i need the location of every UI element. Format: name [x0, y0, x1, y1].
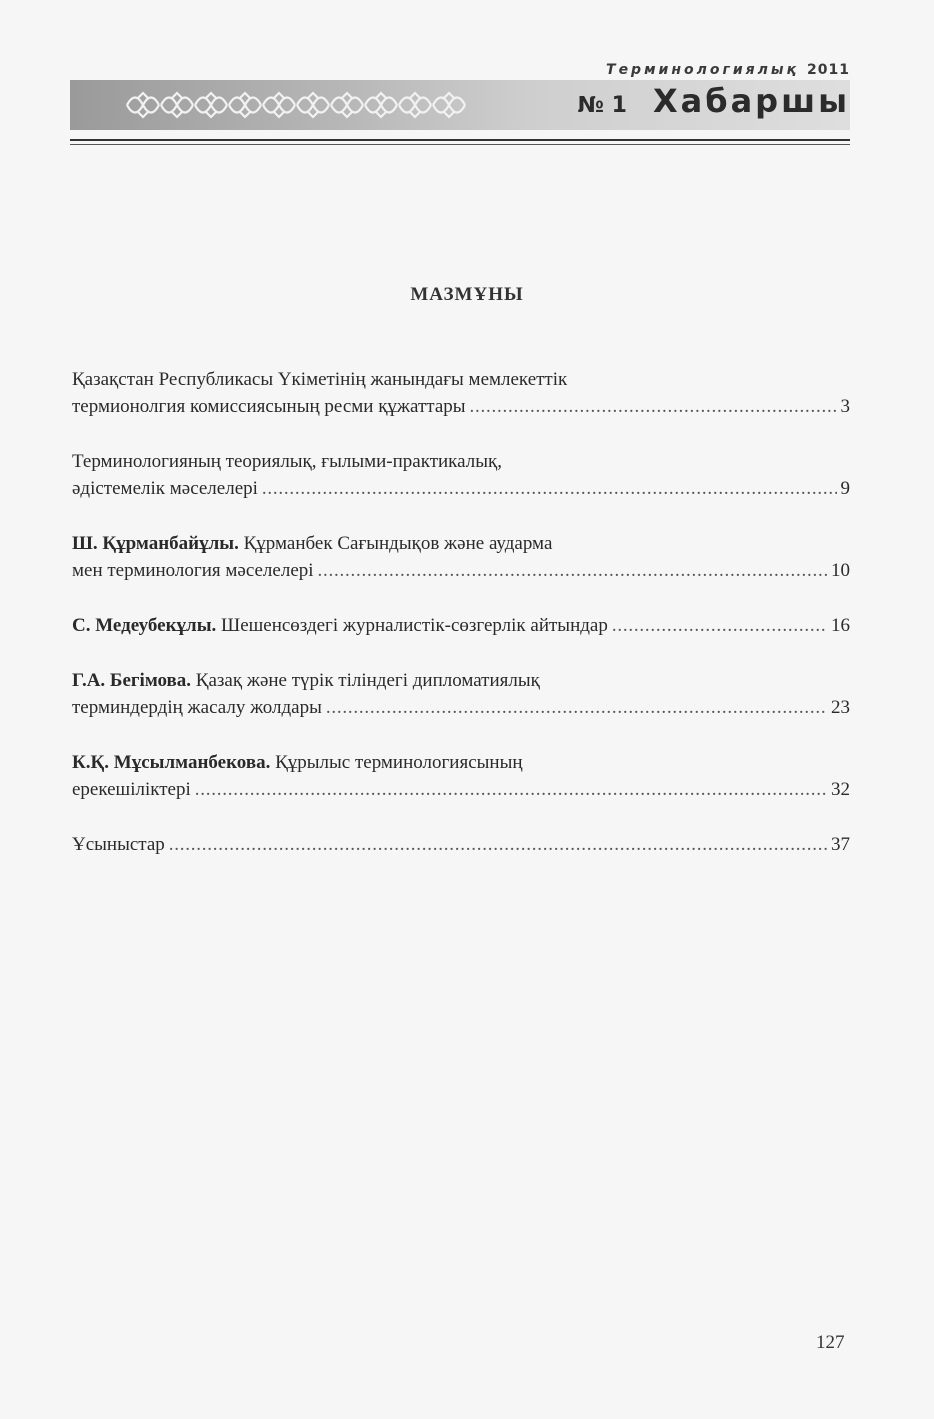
- toc-entry: [72, 448, 850, 502]
- toc-line: Құрылыс терминологиясының: [275, 752, 523, 773]
- ornament-motif: [365, 93, 397, 117]
- dot-leader: [169, 831, 827, 858]
- toc-entry: [72, 612, 850, 639]
- contents-heading: МАЗМҰНЫ: [410, 284, 524, 305]
- toc-entry: [72, 530, 850, 584]
- dot-leader: [318, 557, 827, 584]
- journal-title: Хабаршы: [652, 82, 850, 120]
- ornament-motif: [161, 93, 193, 117]
- dot-leader: [612, 612, 827, 639]
- ornament-motif: [127, 93, 159, 117]
- toc-author: С. Медеубекұлы.: [72, 615, 217, 636]
- issue-number: № 1: [577, 93, 627, 118]
- toc-page: 16: [831, 615, 850, 636]
- toc-entry: [72, 667, 850, 721]
- dot-leader: [326, 694, 827, 721]
- header-rule-thin: [70, 144, 850, 145]
- page-number: 127: [816, 1332, 845, 1353]
- ornament-motif: [195, 93, 227, 117]
- toc-page: 9: [840, 478, 850, 499]
- dot-leader: [195, 776, 827, 803]
- toc-author: Ш. Құрманбайұлы.: [72, 533, 239, 554]
- toc-page: 3: [840, 396, 850, 417]
- toc-line: Қазақ және түрік тіліндегі дипломатиялық: [195, 670, 540, 691]
- toc-line: ерекешіліктері: [72, 779, 191, 800]
- toc-line: Қазақстан Республикасы Үкіметінің жанындағы мемлекеттік: [72, 369, 568, 390]
- issue-title: [578, 82, 850, 120]
- header-rule: [70, 139, 850, 141]
- toc-page: 37: [831, 834, 850, 855]
- toc-line: мен терминология мәселелері: [72, 560, 314, 581]
- toc-line: Терминологияның теориялық, ғылыми-практикалық,: [72, 451, 502, 472]
- series-label: [606, 62, 850, 78]
- series-year: 2011: [807, 62, 850, 78]
- ornament-motif: [229, 93, 261, 117]
- toc-line: термионолгия комиссиясының ресми құжаттары: [72, 396, 466, 417]
- toc-entry: [72, 831, 850, 858]
- ornament-pattern: [126, 86, 476, 124]
- ornament-motif: [331, 93, 363, 117]
- ornament-motif: [263, 93, 295, 117]
- dot-leader: [262, 475, 837, 502]
- journal-header: [0, 0, 934, 150]
- toc-page: 32: [831, 779, 850, 800]
- toc-line: Құрманбек Сағындықов және аударма: [243, 533, 553, 554]
- series-name: Терминологиялық: [606, 62, 800, 78]
- toc-author: К.Қ. Мұсылманбекова.: [72, 752, 271, 773]
- table-of-contents: [72, 366, 850, 858]
- ornament-motif: [297, 93, 329, 117]
- ornament-motif: [399, 93, 431, 117]
- toc-author: Г.А. Бегімова.: [72, 670, 192, 691]
- toc-line: Шешенсөздегі журналистік-сөзгерлік айтындар: [221, 615, 608, 636]
- toc-line: терминдердің жасалу жолдары: [72, 697, 322, 718]
- ornament-motif: [433, 93, 465, 117]
- toc-line: Ұсыныстар: [72, 834, 165, 855]
- toc-page: 10: [831, 560, 850, 581]
- toc-entry: [72, 749, 850, 803]
- toc-entry: [72, 366, 850, 420]
- dot-leader: [470, 393, 837, 420]
- toc-page: 23: [831, 697, 850, 718]
- toc-line: әдістемелік мәселелері: [72, 478, 258, 499]
